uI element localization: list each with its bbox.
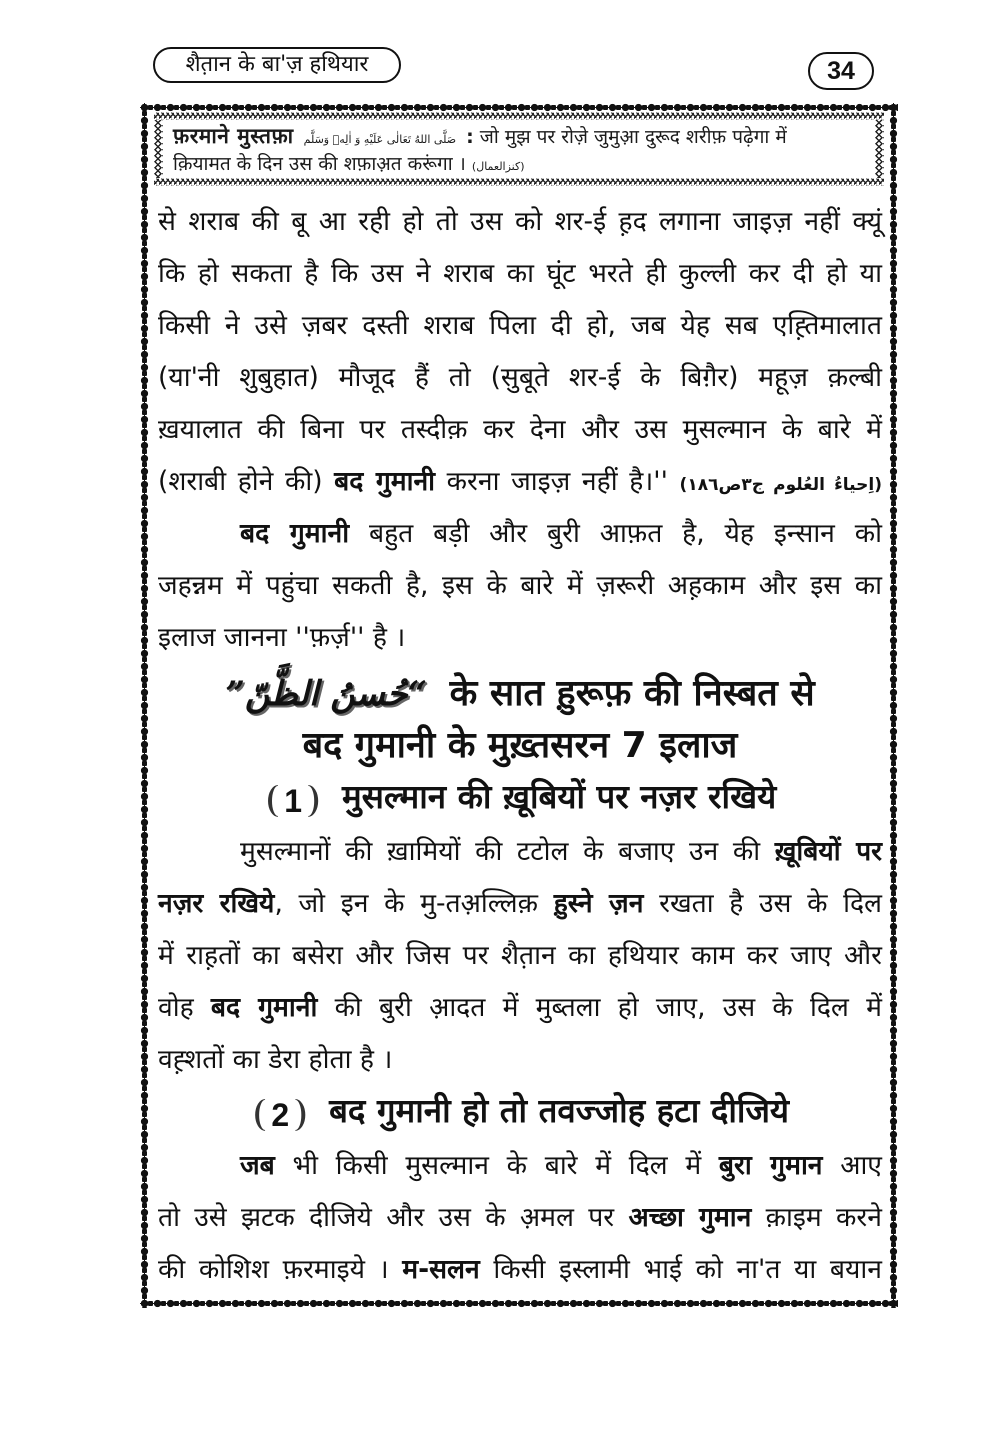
bold-term: बद गुमानी [210,992,318,1023]
heading-line-1 [158,668,882,720]
text-line [158,1244,882,1296]
section-2 [158,1086,882,1296]
bold-term: अच्छा गुमान [628,1202,752,1233]
ornament-left-icon: ❨ [263,780,283,821]
bold-term: म-सलन [402,1254,480,1285]
text-segment: करना जाइज़ नहीं है।'' [446,466,668,497]
section-title: बद गुमानी हो तो तवज्जोह हटा दीजिये [329,1091,790,1130]
bold-term: ख़ूबियों पर [774,836,882,867]
bead-border-right [889,103,898,1308]
text-segment: की कोशिश फ़रमाइये । [158,1254,389,1285]
paragraph-2 [158,508,882,664]
section-1 [158,772,882,1086]
bold-term: बुरा गुमान [718,1150,823,1181]
page-number-badge [808,52,874,90]
text-segment: की बुरी आ़दत में मुब्तला हो जाए, उस के दिल में [334,992,882,1023]
book-title: शैत़ान के बा'ज़ हथियार [185,52,369,77]
hadith-source: (کنزالعمال) [471,160,525,173]
text-segment: क़ाइम करने [765,1202,882,1233]
text-segment: किसी इस्लामी भाई को ना'त या बयान [493,1254,882,1285]
zigzag-border-bottom [154,178,884,186]
text-segment: वोह [158,992,194,1023]
text-segment: (शराबी होने की) [158,466,323,497]
ornamental-number [264,776,323,826]
bead-border-top [140,103,898,112]
section-heading [158,1086,882,1140]
heading-text: के सात ह़ुरूफ़ की निस्बत से [449,673,815,714]
hadith-text-1: जो मुझ पर रोज़े जुमुआ़ दुरूद शरीफ़ पढ़ेगा में [479,126,787,148]
text-segment: , जो इन के मु-तअ़ल्लिक़ [274,888,539,919]
page-number: 34 [827,56,855,85]
hadith-colon: : [466,126,474,148]
salutation-arabic: صَلَّى اللهُ تَعَالٰى عَلَيْهِ وَ اٰلِهٖ وَسَلَّم [303,133,457,146]
text-line: (या'नी शुबुहात) मौजूद हैं तो (सुबूते शर-ई के बिग़ैर) महूज़ क़ल्बी [158,362,882,393]
text-line [158,982,882,1034]
section-title: मुसल्मान की ख़ूबियों पर नज़र रखिये [341,777,777,816]
bead-border-left [140,103,149,1308]
ornament-right-icon: ❩ [304,780,323,821]
bold-term: बद गुमानी [240,518,350,549]
text-line [158,1192,882,1244]
text-segment: रखता है उस के दिल [659,888,883,919]
text-line: ख़यालात की बिना पर तस्दीक़ कर देना और उस मुसल्मान के बारे में [158,414,882,445]
text-line [158,456,882,508]
section-number: 2 [271,1097,290,1133]
hadith-box [154,112,884,186]
text-line: कि हो सकता है कि उस ने शराब का घूंट भरते ही कुल्ली कर दी हो या [158,258,882,289]
page-content [158,196,882,1296]
section-heading [158,772,882,826]
hadith-label: फ़रमाने मुस्तफ़ा [173,123,294,148]
arabic-calligraphy: “حُسنُ الظَّنّ” [225,674,428,714]
text-segment: बहुत बड़ी और बुरी आफ़त है, येह इन्सान को [368,518,882,549]
heading-line-2: बद गुमानी के मुख़्तसरन 7 इलाज [302,725,738,766]
reference-citation: (اِحیاءُ العُلوم ج۳ص۱۸٦) [679,475,882,495]
zigzag-border-top [154,112,884,120]
bold-term: नज़र रखिये [158,888,275,919]
text-line: वह़्शतों का डेरा होता है । [158,1044,393,1075]
text-line: किसी ने उसे ज़बर दस्ती शराब पिला दी हो, जब येह सब एह़्तिमालात [158,310,882,341]
text-segment: मुसल्मानों की ख़ामियों की टटोल के बजाए उन की [240,836,761,867]
ornament-left-icon: ❨ [250,1094,270,1135]
bold-term: जब [240,1150,275,1181]
paragraph-1 [158,196,882,508]
chapter-heading [158,668,882,772]
ornamental-number [251,1090,310,1140]
text-segment: तो उसे झटक दीजिये और उस के अ़मल पर [158,1202,615,1233]
text-segment: भी किसी मुसल्मान के बारे में दिल में [292,1150,702,1181]
bead-border-bottom [140,1299,898,1308]
zigzag-border-right [875,120,884,178]
text-line: इलाज जानना ''फ़र्ज़'' है । [158,622,406,653]
section-number: 1 [284,783,302,819]
hadith-text-2: क़ियामत के दिन उस की शफ़ाअ़त करूंगा । [173,153,466,175]
text-line: से शराब की बू आ रही हो तो उस को शर-ई ह़द लगाना जाइज़ नहीं क्यूं [158,206,882,237]
ornament-right-icon: ❩ [291,1094,310,1135]
text-line: में राह़तों का बसेरा और जिस पर शैत़ान का हथियार काम कर जाए और [158,940,882,971]
page-frame [140,103,898,1308]
book-title-oval [153,47,401,83]
bold-term: बद गुमानी [334,466,436,497]
text-line: जहन्नम में पहुंचा सकती है, इस के बारे में ज़रूरी अह़काम और इस का [158,570,882,601]
bold-term: ह़ुस्ने ज़न [553,888,644,919]
hadith-line-2 [173,152,867,179]
text-line [158,878,882,930]
zigzag-border-left [154,120,163,178]
text-segment: आए [840,1150,882,1181]
text-line [158,508,882,560]
hadith-line-1 [173,123,867,152]
